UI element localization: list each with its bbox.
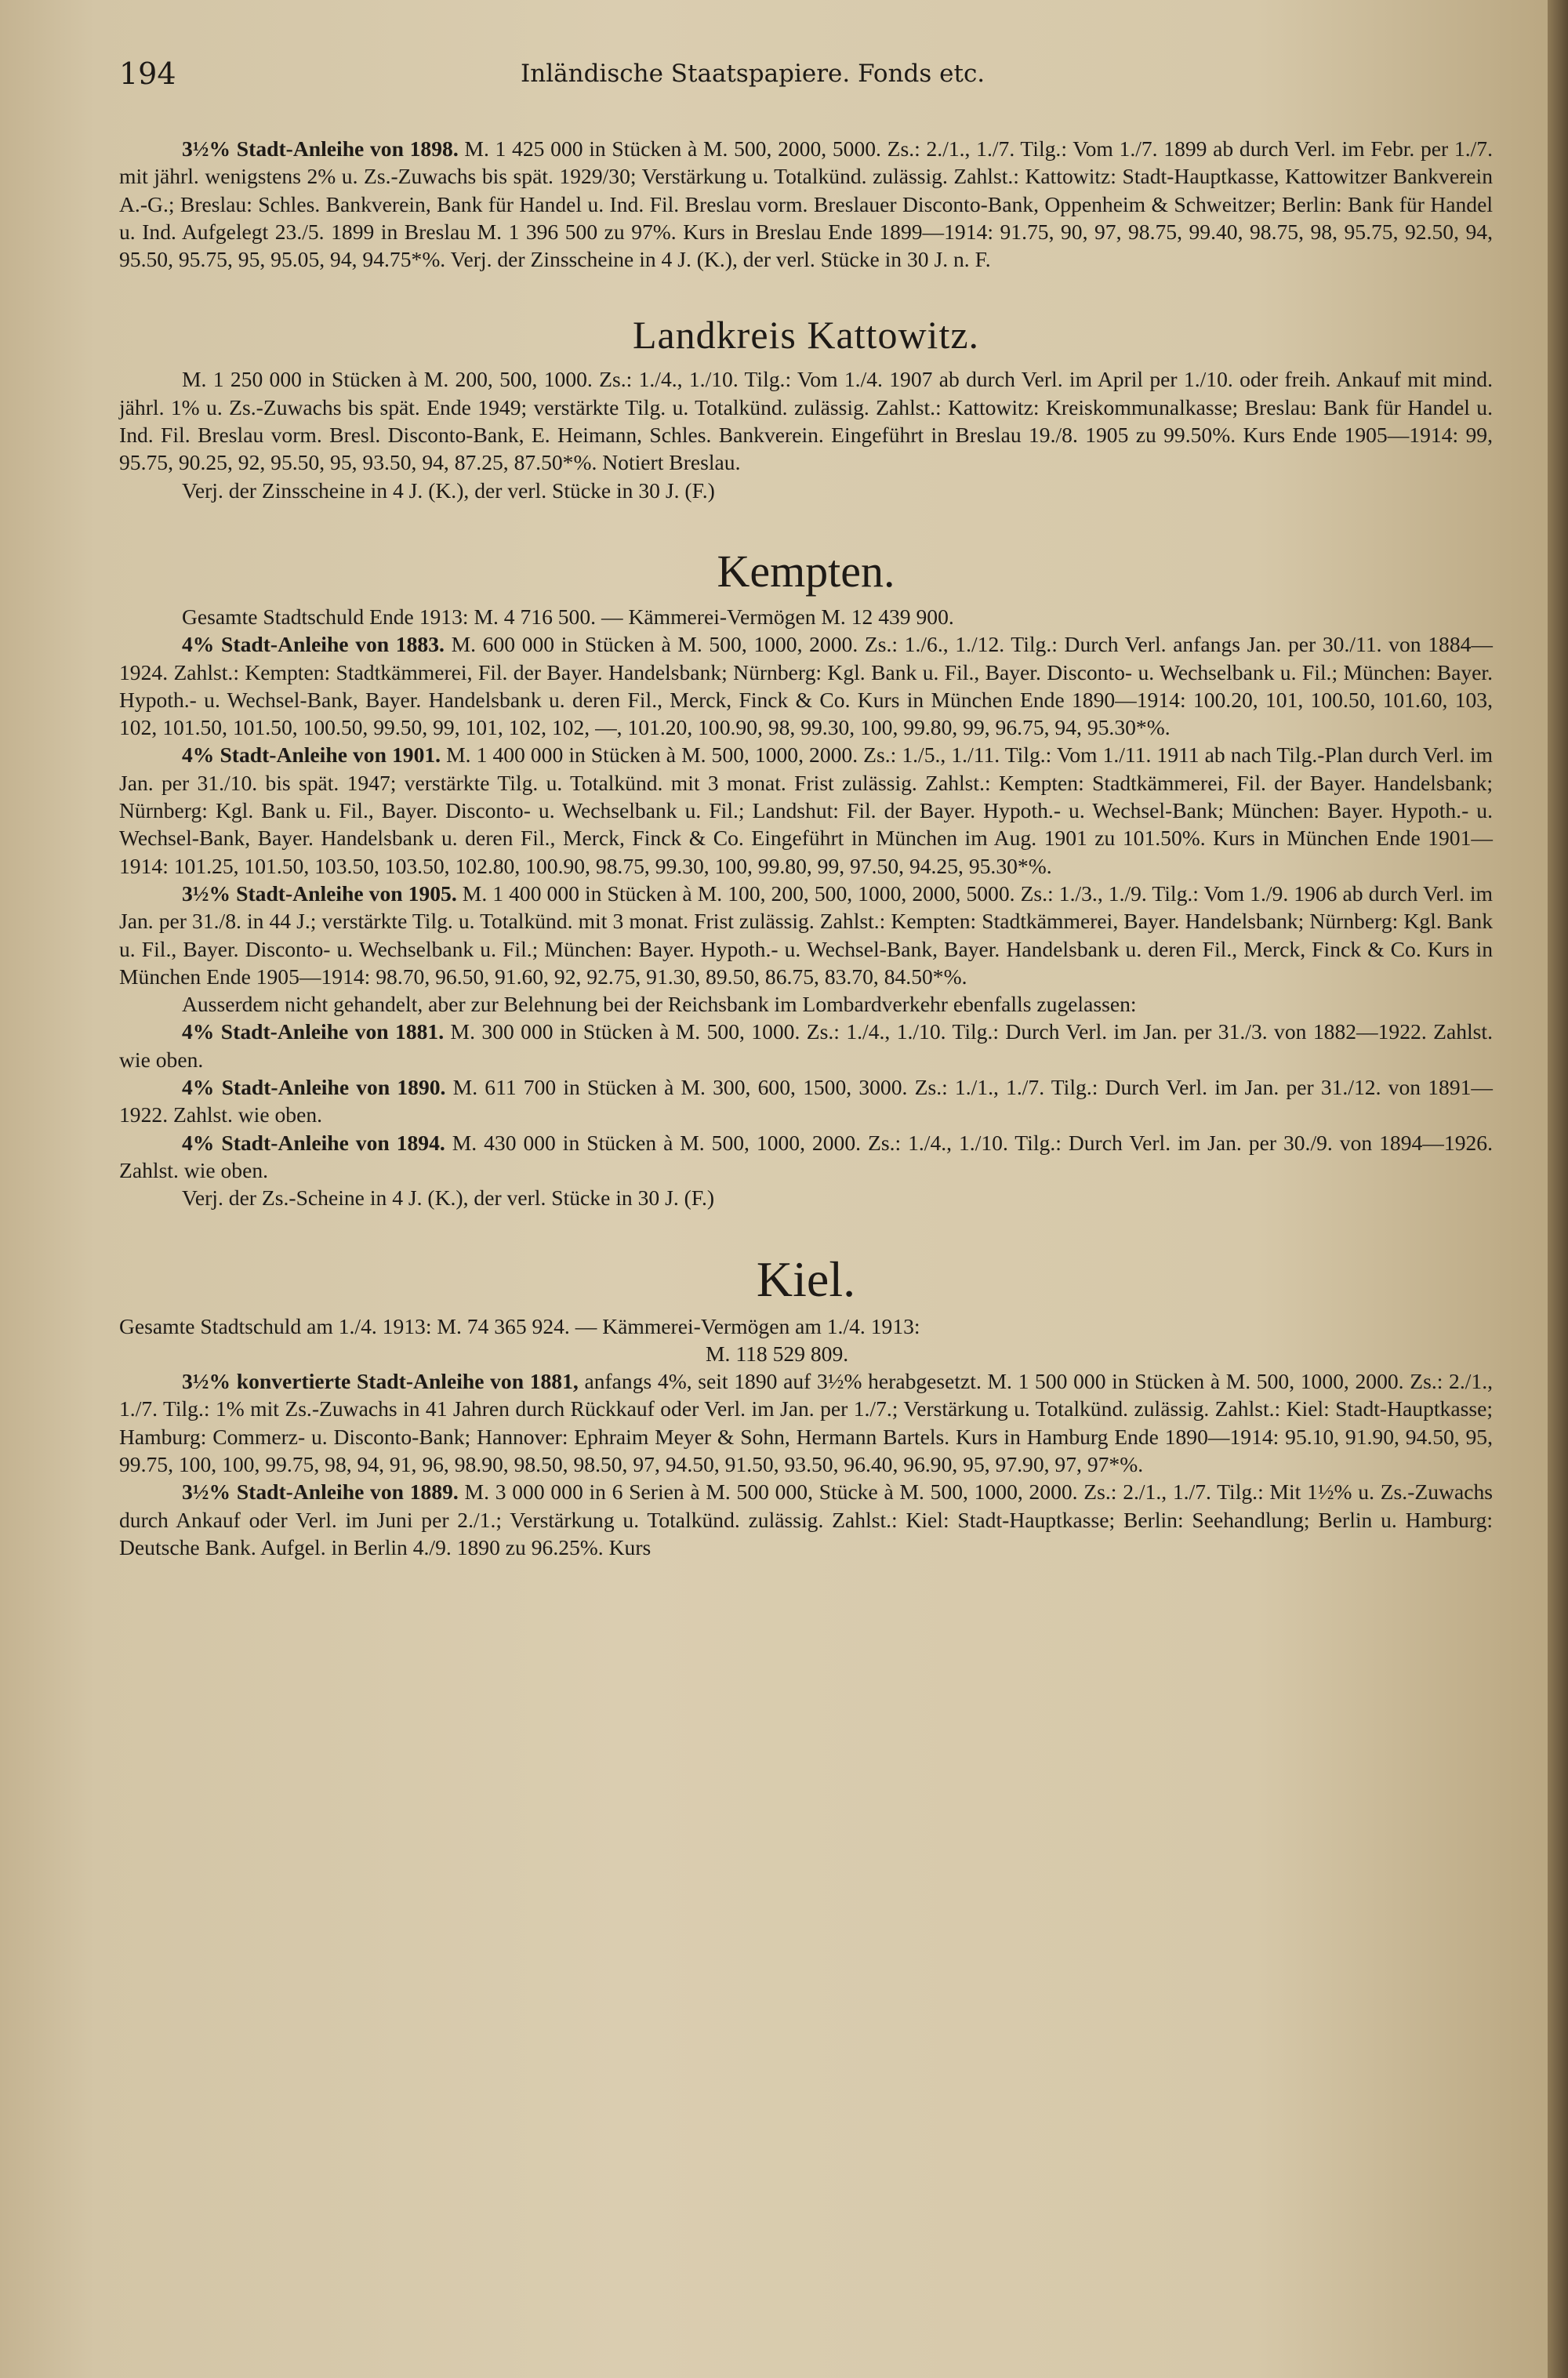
verjaehrung-note: Verj. der Zs.-Scheine in 4 J. (K.), der verl. Stücke in 30 J. (F.) bbox=[182, 1185, 715, 1211]
loan-title: 3½% Stadt-Anleihe von 1898. bbox=[182, 136, 459, 161]
page-header bbox=[119, 56, 1499, 103]
entry-landkreis-kattowitz: M. 1 250 000 in Stücken à M. 200, 500, 1000. Zs.: 1./4., 1./10. Tilg.: Vom 1./4. 1907 ab durch Verl. im April per 1./10. oder freih. Ankauf mit mind. jährl. 1% u. Zs.-Zuwachs bis spät. Ende 1949; verstärkte Tilg. u. Totalkünd. zulässig. Zahlst.: Kattowitz: Kreiskommunalkasse; Breslau: Bank für Handel u. Ind. Fil. Breslau vorm. Bresl. Disconto-Bank, E. Heimann, Schles. Bankverein. Eingeführt in Breslau 19./8. 1905 zu 99.50%. Kurs Ende 1905—1914: 99, 95.75, 90.25, 92, 95.50, 95, 93.50, 94, 87.25, 87.50*%. Notiert Breslau. bbox=[119, 367, 1493, 475]
kiel-intro: Gesamte Stadtschuld am 1./4. 1913: M. 74 365 924. — Kämmerei-Vermögen am 1./4. 1913: bbox=[119, 1313, 920, 1338]
loan-title: 4% Stadt-Anleihe von 1901. bbox=[182, 742, 441, 768]
verjaehrung-note: Verj. der Zinsscheine in 4 J. (K.), der verl. Stücke in 30 J. (F.) bbox=[182, 477, 715, 503]
loan-text: M. 1 425 000 in Stücken à M. 500, 2000, 5000. Zs.: 2./1., 1./7. Tilg.: Vom 1./7. 1899 ab durch Verl. im Febr. per 1./7. mit jährl. wenigstens 2% u. Zs.-Zuwachs bis spät. 1929/30; Verstärkung u. Totalkünd. zulässig. Zahlst.: Kattowitz: Stadt-Hauptkasse, Kattowitzer Bankverein A.-G.; Breslau: Schles. Bankverein, Bank für Handel u. Ind. Fil. Breslau vorm. Breslauer Disconto-Bank, Oppenheim & Schweitzer; Berlin: Bank für Handel u. Ind. Aufgelegt 23./5. 1899 in Breslau M. 1 396 500 zu 97%. Kurs in Breslau Ende 1899—1914: 91.75, 90, 97, 98.75, 99.40, 98.75, 98, 95.75, 92.50, 94, 95.50, 95.75, 95, 95.05, 94, 94.75*%. Verj. der Zinsscheine in 4 J. (K.), der verl. Stücke in 30 J. n. F. bbox=[119, 136, 1493, 272]
entry-kempten-1905 bbox=[119, 880, 1493, 990]
loan-text: M. 430 000 in Stücken à M. 500, 1000, 2000. Zs.: 1./4., 1./10. Tilg.: Durch Verl. im Jan. per 30./9. von 1894—1926. Zahlst. wie oben. bbox=[119, 1130, 1493, 1182]
page-content bbox=[119, 135, 1493, 1561]
loan-text: M. 1 400 000 in Stücken à M. 500, 1000, 2000. Zs.: 1./5., 1./11. Tilg.: Vom 1./11. 1911 ab nach Tilg.-Plan durch Verl. im Jan. per 31./10. bis spät. 1947; verstärkte Tilg. u. Totalkünd. mit 3 monat. Frist zulässig. Zahlst.: Kempten: Stadtkämmerei, Fil. der Bayer. Handelsbank; Nürnberg: Kgl. Bank u. Fil., Bayer. Disconto- u. Wechselbank u. Fil.; Landshut: Fil. der Bayer. Hypoth.- u. Wechsel-Bank; München: Bayer. Hypoth.- u. Wechsel-Bank, Bayer. Handelsbank u. deren Fil., Merck, Finck & Co. Eingeführt in München im Aug. 1901 zu 101.50%. Kurs in München Ende 1901—1914: 101.25, 101.50, 103.50, 103.50, 102.80, 100.90, 98.75, 99.30, 100, 99.80, 99, 97.50, 94.25, 95.30*%. bbox=[119, 742, 1493, 878]
kempten-intro: Gesamte Stadtschuld Ende 1913: M. 4 716 500. — Kämmerei-Vermögen M. 12 439 900. bbox=[182, 604, 954, 629]
entry-kempten-1901 bbox=[119, 741, 1493, 879]
page-number: 194 bbox=[119, 56, 176, 91]
entry-kempten-1894 bbox=[119, 1129, 1493, 1185]
page-edge-shadow bbox=[1548, 0, 1568, 2378]
loan-title: 4% Stadt-Anleihe von 1881. bbox=[182, 1019, 445, 1044]
entry-kattowitz-1898 bbox=[119, 135, 1493, 273]
kempten-ausserdem-note: Ausserdem nicht gehandelt, aber zur Belehnung bei der Reichsbank im Lombardverkehr ebenfalls zugelassen: bbox=[182, 992, 1137, 1017]
loan-title: 4% Stadt-Anleihe von 1883. bbox=[182, 632, 445, 657]
loan-text: M. 611 700 in Stücken à M. 300, 600, 1500, 3000. Zs.: 1./1., 1./7. Tilg.: Durch Verl. im Jan. per 31./12. von 1891—1922. Zahlst. wie oben. bbox=[119, 1075, 1494, 1127]
loan-text: M. 1 400 000 in Stücken à M. 100, 200, 500, 1000, 2000, 5000. Zs.: 1./3., 1./9. Tilg.: Vom 1./9. 1906 ab durch Verl. im Jan. per 31./8. in 44 J.; verstärkte Tilg. u. Totalkünd. mit 3 monat. Frist zulässig. Zahlst.: Kempten: Stadtkämmerei, Bayer. Handelsbank; Nürnberg: Kgl. Bank u. Fil., Bayer. Disconto- u. Wechselbank u. Fil.; München: Bayer. Hypoth.- u. Wechsel-Bank, Bayer. Handelsbank u. deren Fil., Merck, Finck & Co. Kurs in München Ende 1905—1914: 98.70, 96.50, 91.60, 92, 92.75, 91.30, 89.50, 86.75, 83.70, 84.50*%. bbox=[119, 880, 1493, 989]
section-heading-kiel: Kiel. bbox=[756, 1251, 856, 1307]
section-heading-landkreis-kattowitz: Landkreis Kattowitz. bbox=[632, 313, 980, 358]
loan-text: M. 600 000 in Stücken à M. 500, 1000, 2000. Zs.: 1./6., 1./12. Tilg.: Durch Verl. anfangs Jan. per 30./11. von 1884—1924. Zahlst.: Kempten: Stadtkämmerei, Fil. der Bayer. Handelsbank; Nürnberg: Kgl. Bank u. Fil., Bayer. Disconto- u. Wechselbank u. Fil.; München: Bayer. Hypoth.- u. Wechsel-Bank, Bayer. Handelsbank u. deren Fil., Merck, Finck & Co. Kurs in München Ende 1890—1914: 100.20, 101, 100.50, 101.60, 103, 102, 101.50, 101.50, 100.50, 99.50, 99, 101, 102, 102, —, 101.20, 100.90, 98, 99.30, 100, 99.80, 99, 96.75, 94, 95.30*%. bbox=[119, 632, 1494, 740]
loan-title: 4% Stadt-Anleihe von 1890. bbox=[182, 1075, 446, 1100]
loan-title: 3½% konvertierte Stadt-Anleihe von 1881, bbox=[182, 1369, 579, 1394]
entry-kempten-1883 bbox=[119, 630, 1493, 741]
entry-kiel-1889 bbox=[119, 1478, 1493, 1561]
loan-title: 3½% Stadt-Anleihe von 1889. bbox=[182, 1479, 459, 1505]
loan-title: 4% Stadt-Anleihe von 1894. bbox=[182, 1130, 445, 1155]
running-title: Inländische Staatspapiere. Fonds etc. bbox=[521, 60, 985, 88]
loan-text: M. 3 000 000 in 6 Serien à M. 500 000, Stücke à M. 500, 1000, 2000. Zs.: 2./1., 1./7. Tilg.: Mit 1½% u. Zs.-Zuwachs durch Ankauf oder Verl. im Juni per 2./1.; Verstärkung u. Totalkünd. zulässig. Zahlst.: Kiel: Stadt-Hauptkasse; Berlin: Seehandlung; Berlin u. Hamburg: Deutsche Bank. Aufgel. in Berlin 4./9. 1890 zu 96.25%. Kurs bbox=[119, 1479, 1493, 1559]
entry-kiel-1881 bbox=[119, 1367, 1493, 1478]
loan-text: anfangs 4%, seit 1890 auf 3½% herabgesetzt. M. 1 500 000 in Stücken à M. 500, 1000, 2000. Zs.: 2./1., 1./7. Tilg.: 1% mit Zs.-Zuwachs in 41 Jahren durch Rückkauf oder Verl. im Jan. per 1./7.; Verstärkung u. Totalkünd. zulässig. Zahlst.: Kiel: Stadt-Hauptkasse; Hamburg: Commerz- u. Disconto-Bank; Hannover: Ephraim Meyer & Sohn, Hermann Bartels. Kurs in Hamburg Ende 1890—1914: 95.10, 91.90, 94.50, 95, 99.75, 100, 100, 99.75, 98, 94, 91, 96, 98.90, 98.50, 98.50, 97, 94.50, 91.50, 93.50, 96.40, 96.90, 95, 97.90, 97, 97*%. bbox=[119, 1369, 1493, 1476]
loan-text: M. 300 000 in Stücken à M. 500, 1000. Zs.: 1./4., 1./10. Tilg.: Durch Verl. im Jan. per 31./3. von 1882—1922. Zahlst. wie oben. bbox=[119, 1019, 1493, 1072]
section-heading-kempten: Kempten. bbox=[717, 545, 895, 597]
loan-title: 3½% Stadt-Anleihe von 1905. bbox=[182, 880, 457, 906]
kiel-intro-continued: M. 118 529 809. bbox=[706, 1341, 849, 1366]
entry-kempten-1890 bbox=[119, 1073, 1493, 1129]
entry-kempten-1881 bbox=[119, 1018, 1493, 1073]
